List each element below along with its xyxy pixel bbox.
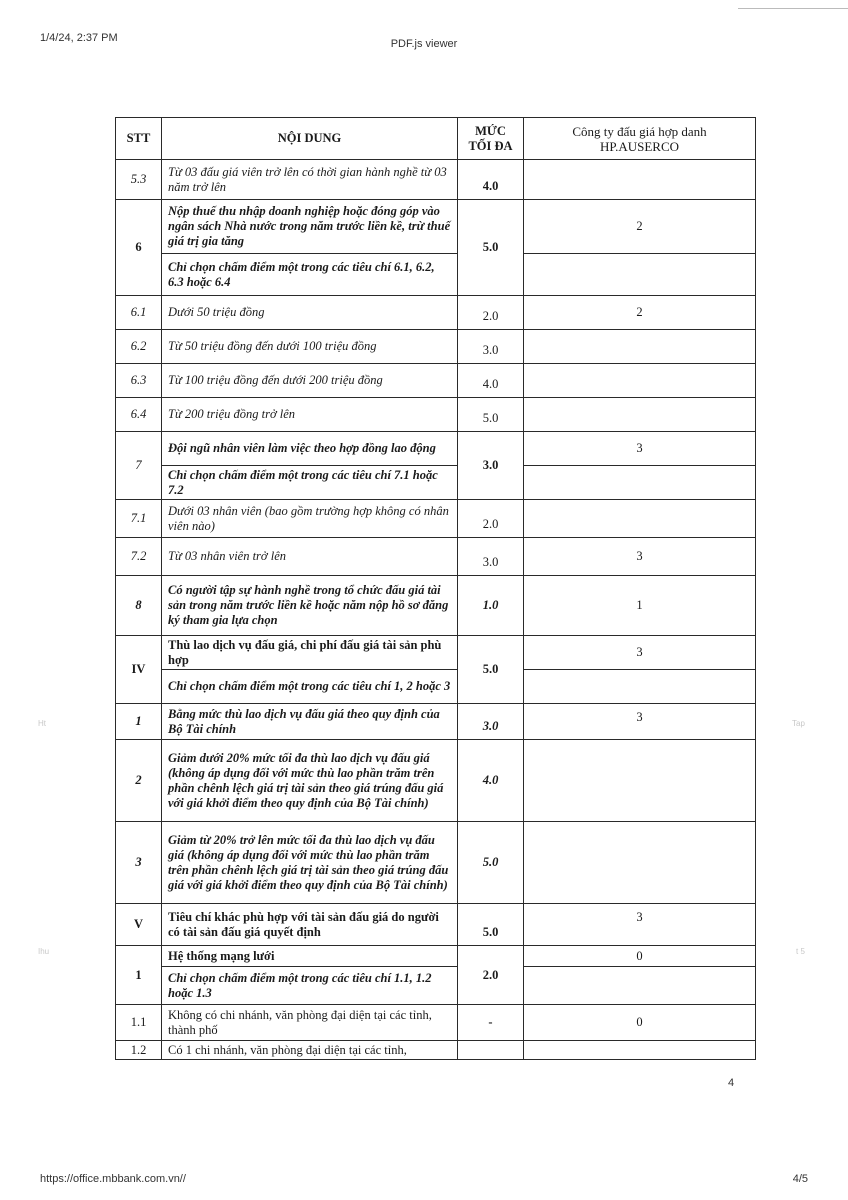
row-stt: IV xyxy=(116,636,162,704)
row-score xyxy=(524,740,756,822)
row-stt: 7.1 xyxy=(116,500,162,538)
header-stt: STT xyxy=(116,118,162,160)
row-content: Thù lao dịch vụ đấu giá, chi phí đấu giá tài sản phù hợp xyxy=(162,636,458,670)
row-score: 3 xyxy=(524,904,756,946)
row-content: Dưới 50 triệu đồng xyxy=(162,296,458,330)
table-row xyxy=(116,364,756,398)
table-row xyxy=(116,466,756,500)
table-row xyxy=(116,330,756,364)
row-score: 3 xyxy=(524,704,756,740)
row-score xyxy=(524,500,756,538)
row-stt: 6.1 xyxy=(116,296,162,330)
row-max: 4.0 xyxy=(458,364,524,398)
row-score: 0 xyxy=(524,946,756,967)
row-score xyxy=(524,1041,756,1060)
row-score: 2 xyxy=(524,296,756,330)
row-max: 3.0 xyxy=(458,432,524,500)
row-max: 4.0 xyxy=(458,160,524,200)
row-max: 5.0 xyxy=(458,822,524,904)
row-content: Không có chi nhánh, văn phòng đại diện tại các tỉnh, thành phố xyxy=(162,1005,458,1041)
row-score-empty xyxy=(524,466,756,500)
table-row xyxy=(116,904,756,946)
table-row xyxy=(116,967,756,1005)
row-content: Từ 100 triệu đồng đến dưới 200 triệu đồng xyxy=(162,364,458,398)
table-row xyxy=(116,538,756,576)
row-max: 5.0 xyxy=(458,904,524,946)
header-company-line2: HP.AUSERCO xyxy=(599,138,680,154)
row-score-empty xyxy=(524,254,756,296)
table-row xyxy=(116,704,756,740)
header-company-line1: Công ty đấu giá hợp danh xyxy=(572,123,707,139)
row-content: Từ 50 triệu đồng đến dưới 100 triệu đồng xyxy=(162,330,458,364)
row-content: Giảm từ 20% trở lên mức tối đa thù lao dịch vụ đấu giá (không áp dụng đối với mức thù lao phần trăm trên phần chênh lệch giá trị tài sản theo giá trúng đấu giá với giá khởi điểm theo quy định của Bộ Tài chính) xyxy=(162,822,458,904)
row-content: Tiêu chí khác phù hợp với tài sản đấu giá do người có tài sản đấu giá quyết định xyxy=(162,904,458,946)
print-page-count: 4/5 xyxy=(792,1173,808,1185)
row-stt: 1 xyxy=(116,704,162,740)
row-score xyxy=(524,822,756,904)
row-content: Bằng mức thù lao dịch vụ đấu giá theo quy định của Bộ Tài chính xyxy=(162,704,458,740)
row-max xyxy=(458,1041,524,1060)
table-row xyxy=(116,296,756,330)
row-score: 2 xyxy=(524,200,756,254)
browser-print-header xyxy=(0,32,848,50)
row-content: Đội ngũ nhân viên làm việc theo hợp đồng lao động xyxy=(162,432,458,466)
row-content: Từ 200 triệu đồng trở lên xyxy=(162,398,458,432)
table-row xyxy=(116,160,756,200)
table-row xyxy=(116,398,756,432)
viewer-title: PDF.js viewer xyxy=(390,38,458,50)
top-rule xyxy=(738,8,848,9)
row-subcontent: Chỉ chọn chấm điểm một trong các tiêu chí 1.1, 1.2 hoặc 1.3 xyxy=(162,967,458,1005)
criteria-table xyxy=(115,117,756,1060)
row-max: 3.0 xyxy=(458,330,524,364)
row-score-empty xyxy=(524,670,756,704)
table-row xyxy=(116,1005,756,1041)
margin-mark: Ht xyxy=(38,719,46,728)
row-stt: 6.4 xyxy=(116,398,162,432)
row-stt: 6.3 xyxy=(116,364,162,398)
row-stt: 1 xyxy=(116,946,162,1005)
header-muc: MỨC xyxy=(475,123,506,138)
row-max: 5.0 xyxy=(458,636,524,704)
row-score: 3 xyxy=(524,636,756,670)
row-max: 3.0 xyxy=(458,704,524,740)
table-row xyxy=(116,740,756,822)
table-row xyxy=(116,254,756,296)
header-noi-dung: NỘI DUNG xyxy=(162,118,458,160)
row-stt: V xyxy=(116,904,162,946)
row-score xyxy=(524,364,756,398)
table-row xyxy=(116,946,756,967)
row-max: 1.0 xyxy=(458,576,524,636)
margin-mark: t 5 xyxy=(796,947,805,956)
row-content: Hệ thống mạng lưới xyxy=(162,946,458,967)
row-stt: 8 xyxy=(116,576,162,636)
header-toi-da: TỐI ĐA xyxy=(468,138,513,153)
header-company xyxy=(524,118,756,160)
document-page-number: 4 xyxy=(728,1077,735,1089)
row-max: 5.0 xyxy=(458,200,524,296)
row-max: 5.0 xyxy=(458,398,524,432)
row-stt: 3 xyxy=(116,822,162,904)
print-url: https://office.mbbank.com.vn// xyxy=(40,1173,186,1185)
row-stt: 7.2 xyxy=(116,538,162,576)
row-score: 3 xyxy=(524,538,756,576)
table-row xyxy=(116,822,756,904)
row-stt: 5.3 xyxy=(116,160,162,200)
table-row xyxy=(116,636,756,670)
row-stt: 2 xyxy=(116,740,162,822)
row-score: 0 xyxy=(524,1005,756,1041)
row-max: 2.0 xyxy=(458,296,524,330)
row-stt: 6 xyxy=(116,200,162,296)
row-content: Giảm dưới 20% mức tối đa thù lao dịch vụ đấu giá (không áp dụng đối với mức thù lao phần trăm trên phần chênh lệch giá trị tài sản theo giá trúng đấu giá với giá khởi điểm theo quy định của Bộ Tài chính) xyxy=(162,740,458,822)
browser-print-footer xyxy=(0,1173,848,1187)
row-subcontent: Chỉ chọn chấm điểm một trong các tiêu chí 7.1 hoặc 7.2 xyxy=(162,466,458,500)
row-content: Dưới 03 nhân viên (bao gồm trường hợp không có nhân viên nào) xyxy=(162,500,458,538)
row-subcontent: Chỉ chọn chấm điểm một trong các tiêu chí 6.1, 6.2, 6.3 hoặc 6.4 xyxy=(162,254,458,296)
row-score-empty xyxy=(524,967,756,1005)
table-row xyxy=(116,500,756,538)
header-muc-toi-da xyxy=(458,118,524,160)
margin-mark: Tap xyxy=(792,719,805,728)
table-row xyxy=(116,670,756,704)
row-content: Có người tập sự hành nghề trong tổ chức đấu giá tài sản trong năm trước liền kề hoặc năm nộp hồ sơ đăng ký tham gia lựa chọn xyxy=(162,576,458,636)
print-datetime: 1/4/24, 2:37 PM xyxy=(40,32,118,44)
row-max: 3.0 xyxy=(458,538,524,576)
row-max: 2.0 xyxy=(458,946,524,1005)
row-score xyxy=(524,398,756,432)
row-content: Nộp thuế thu nhập doanh nghiệp hoặc đóng góp vào ngân sách Nhà nước trong năm trước liền kề, trừ thuế giá trị gia tăng xyxy=(162,200,458,254)
table-row xyxy=(116,576,756,636)
table-row xyxy=(116,1041,756,1060)
row-stt: 1.2 xyxy=(116,1041,162,1060)
row-score xyxy=(524,330,756,364)
row-score xyxy=(524,160,756,200)
row-stt: 1.1 xyxy=(116,1005,162,1041)
row-max: 4.0 xyxy=(458,740,524,822)
table-row xyxy=(116,432,756,466)
row-stt: 7 xyxy=(116,432,162,500)
row-content: Từ 03 nhân viên trở lên xyxy=(162,538,458,576)
row-stt: 6.2 xyxy=(116,330,162,364)
row-score: 3 xyxy=(524,432,756,466)
row-max: - xyxy=(458,1005,524,1041)
row-content: Từ 03 đấu giá viên trở lên có thời gian hành nghề từ 03 năm trở lên xyxy=(162,160,458,200)
table-row xyxy=(116,200,756,254)
margin-mark: Ihu xyxy=(38,947,50,956)
table-header-row xyxy=(116,118,756,160)
row-score: 1 xyxy=(524,576,756,636)
row-content: Có 1 chi nhánh, văn phòng đại diện tại các tỉnh, xyxy=(162,1041,458,1060)
row-subcontent: Chỉ chọn chấm điểm một trong các tiêu chí 1, 2 hoặc 3 xyxy=(162,670,458,704)
row-max: 2.0 xyxy=(458,500,524,538)
